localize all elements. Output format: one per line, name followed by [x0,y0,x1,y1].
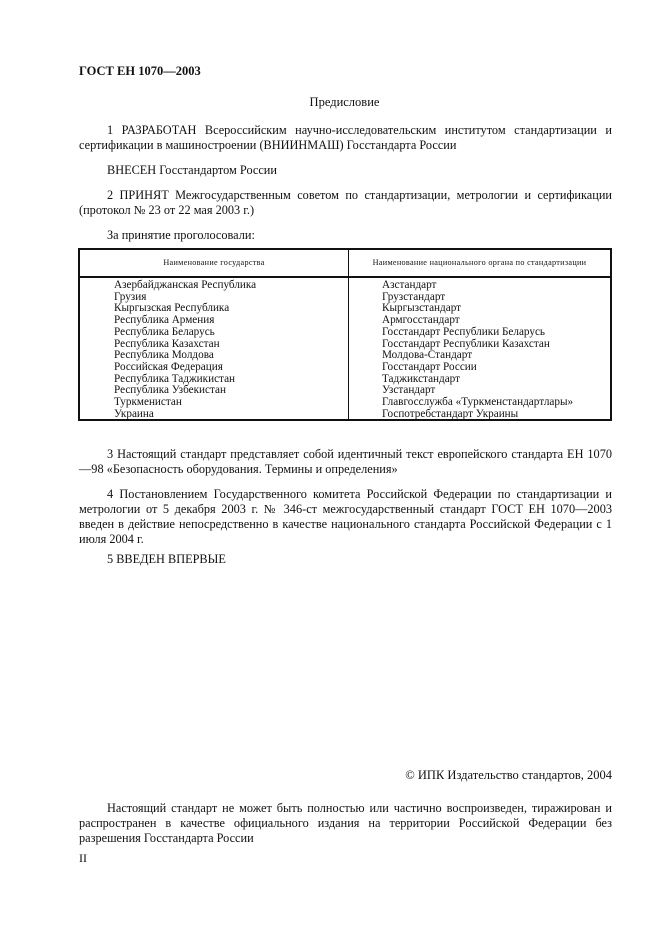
table-cell-state: Республика Казахстан [114,337,220,350]
section-title: Предисловие [309,95,380,109]
copyright: © ИПК Издательство стандартов, 2004 [405,768,612,782]
table-cell-body: Главгосслужба «Туркменстандартлары» [382,396,574,409]
table-cell-body: Азстандарт [382,279,437,291]
table-cell-state: Республика Беларусь [114,325,215,338]
table-cell-state: Республика Узбекистан [114,384,226,397]
table-header [80,250,610,278]
paragraph-resolution: 4 Постановлением Государственного комитета Российской Федерации по стандартизации и метрологии от 5 декабря 2003 г. № 346-ст межгосударственный стандарт ГОСТ ЕН 1070—2003 введен в действие непосредственно в качестве национального стандарта Российской Федерации с 1 июля 2004 г. [79,487,612,546]
header-national-body: Наименование национального органа по стандартизации [372,258,587,267]
table-cell-body: Армгосстандарт [382,314,460,327]
table-cell-state: Азербайджанская Республика [114,279,257,291]
table-cell-state: Туркменистан [114,396,182,409]
paragraph-identical-text: 3 Настоящий стандарт представляет собой идентичный текст европейского стандарта ЕН 1070—98 «Безопасность оборудования. Термины и определения» [79,447,612,476]
table-cell-body: Узстандарт [382,384,436,397]
reproduction-notice: Настоящий стандарт не может быть полностью или частично воспроизведен, тиражирован и распространен в качестве официального издания на территории Российской Федерации без разрешения Госстандарта России [79,801,612,845]
states-column [114,280,256,420]
table-cell-body: Грузстандарт [382,290,446,303]
table-cell-body: Кыргызстандарт [382,302,462,315]
table-cell-state: Республика Таджикистан [114,372,236,385]
bodies-column [382,280,573,420]
paragraph-developed: 1 РАЗРАБОТАН Всероссийским научно-исследовательским институтом стандартизации и сертификации в машиностроении (ВНИИНМАШ) Госстандарта России [79,123,612,152]
table-cell-state: Республика Армения [114,314,215,327]
table-cell-body: Госстандарт России [382,360,477,373]
page-number: II [79,851,87,865]
table-cell-state: Украина [114,407,154,420]
table-cell-body: Молдова-Стандарт [382,349,473,362]
table-cell-state: Российская Федерация [114,360,223,373]
paragraph-introduced: ВНЕСЕН Госстандартом России [107,163,277,177]
paragraph-first-introduced: 5 ВВЕДЕН ВПЕРВЫЕ [107,552,226,566]
paragraph-voted: За принятие проголосовали: [107,228,255,242]
voting-table [78,248,612,421]
table-cell-body: Таджикстандарт [382,372,461,385]
paragraph-adopted: 2 ПРИНЯТ Межгосударственным советом по стандартизации, метрологии и сертификации (протокол № 23 от 22 мая 2003 г.) [79,188,612,217]
table-cell-body: Госстандарт Республики Беларусь [382,325,546,338]
table-cell-state: Грузия [114,290,147,303]
table-cell-body: Госстандарт Республики Казахстан [382,337,550,350]
table-cell-state: Кыргызская Республика [114,302,230,315]
table-cell-state: Республика Молдова [114,349,214,362]
header-state: Наименование государства [163,258,265,267]
document-id: ГОСТ ЕН 1070—2003 [79,64,201,78]
table-cell-body: Госпотребстандарт Украины [382,407,519,420]
